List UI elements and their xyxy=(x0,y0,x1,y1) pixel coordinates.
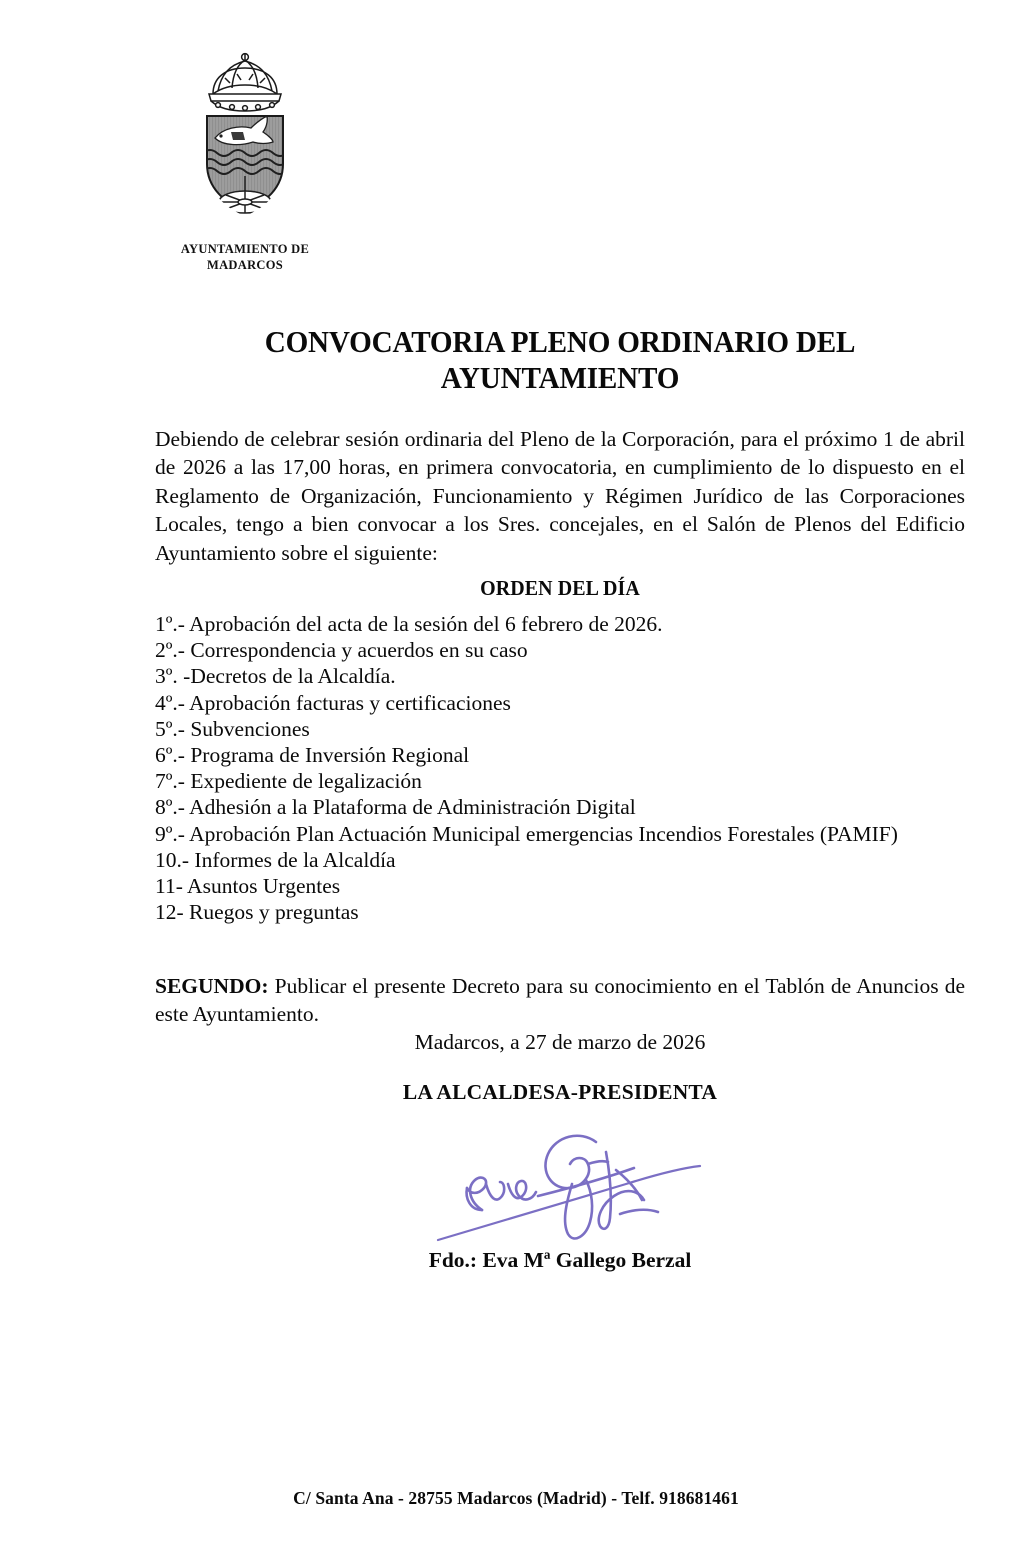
agenda-item: 11- Asuntos Urgentes xyxy=(155,874,341,899)
document-title: CONVOCATORIA PLENO ORDINARIO DEL AYUNTAMIENTO xyxy=(264,323,856,396)
signer-role: LA ALCALDESA-PRESIDENTA xyxy=(402,1080,718,1104)
agenda-item: 4º.- Aprobación facturas y certificaciones xyxy=(155,690,511,715)
organization-name xyxy=(155,242,335,273)
agenda-item: 9º.- Aprobación Plan Actuación Municipal emergencias Incendios Forestales (PAMIF) xyxy=(155,821,898,846)
handwritten-signature-icon xyxy=(420,1118,720,1248)
agenda-item: 7º.- Expediente de legalización xyxy=(155,769,422,794)
footer-address: C/ Santa Ana - 28755 Madarcos (Madrid) - Telf. 918681461 xyxy=(293,1488,739,1508)
agenda-item: 8º.- Adhesión a la Plataforma de Administración Digital xyxy=(155,795,636,820)
segundo-label: SEGUNDO: xyxy=(155,973,269,998)
agenda-item: 10.- Informes de la Alcaldía xyxy=(155,847,396,872)
agenda-item: 6º.- Programa de Inversión Regional xyxy=(155,743,470,768)
place-and-date: Madarcos, a 27 de marzo de 2026 xyxy=(414,1030,706,1054)
coat-of-arms-icon xyxy=(185,48,305,216)
agenda-heading: ORDEN DEL DÍA xyxy=(480,576,640,601)
agenda-item: 1º.- Aprobación del acta de la sesión del 6 febrero de 2026. xyxy=(155,612,663,636)
agenda-item: 5º.- Subvenciones xyxy=(155,716,310,741)
organization-name-line1: AYUNTAMIENTO DE xyxy=(180,242,310,256)
segundo-paragraph xyxy=(155,972,965,1029)
letterhead xyxy=(155,48,335,273)
agenda-list xyxy=(155,611,985,925)
segundo-text: Publicar el presente Decreto para su conocimiento en el Tablón de Anuncios de este Ayuntamiento. xyxy=(155,973,965,1026)
agenda-item: 3º. -Decretos de la Alcaldía. xyxy=(155,664,396,689)
organization-name-line2: MADARCOS xyxy=(206,257,283,272)
agenda-item: 12- Ruegos y preguntas xyxy=(155,900,359,925)
agenda-item: 2º.- Correspondencia y acuerdos en su caso xyxy=(155,638,528,663)
signer-name: Fdo.: Eva Mª Gallego Berzal xyxy=(428,1248,692,1272)
intro-paragraph: Debiendo de celebrar sesión ordinaria del Pleno de la Corporación, para el próximo 1 de abril de 2026 a las 17,00 horas, en primera convocatoria, en cumplimiento de lo dispuesto en el Reglamento de Organización, Funcionamiento y Régimen Jurídico de las Corporaciones Locales, tengo a bien convocar a los Sres. concejales, en el Salón de Plenos del Edificio Ayuntamiento sobre el siguiente: xyxy=(155,426,965,565)
